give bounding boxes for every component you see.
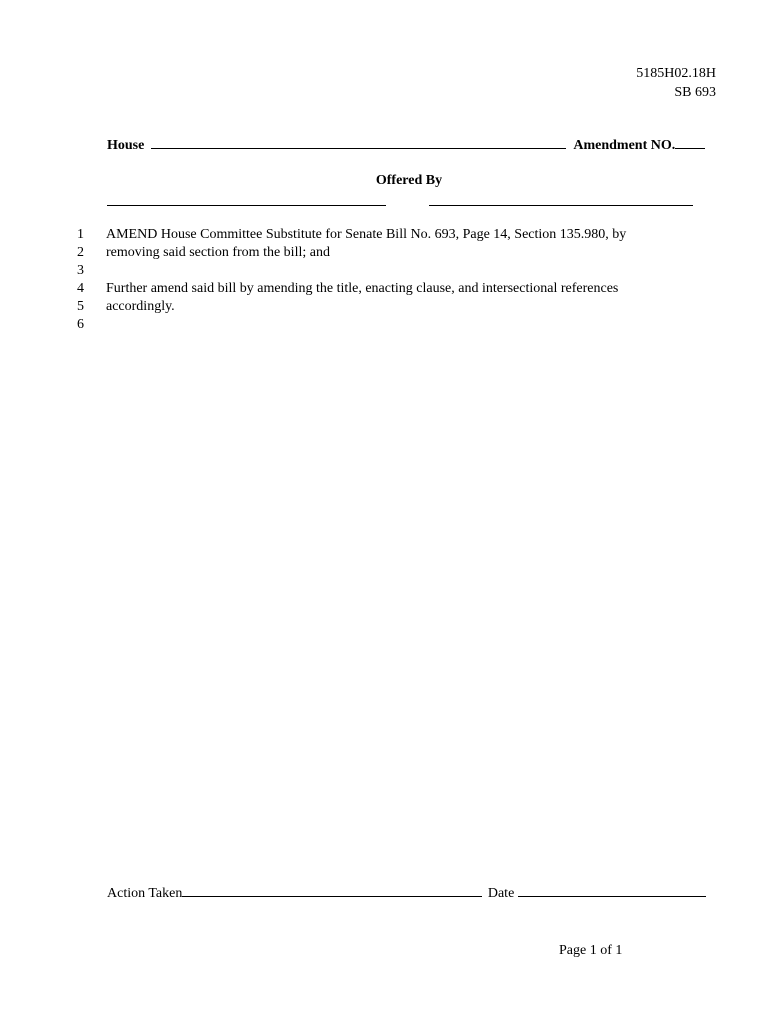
amendment-number-blank [675,136,705,149]
doc-code: 5185H02.18H [636,66,716,81]
line-text: accordingly. [106,299,175,314]
amendment-text [68,226,626,334]
sponsor-signature-line-right [429,205,693,206]
house-label: House [107,138,145,153]
offered-by-heading: Offered By [375,173,443,188]
house-amendment-line [107,136,711,154]
text-line [68,262,626,280]
line-number: 5 [77,299,84,314]
line-text [106,262,626,280]
action-taken-label: Action Taken [107,886,183,901]
line-number: 3 [77,263,84,278]
action-taken-blank [182,884,482,897]
amendment-label: Amendment NO. [573,138,676,153]
line-number: 2 [77,245,84,260]
sponsor-signature-line-left [107,205,386,206]
text-line [68,316,626,334]
line-number: 1 [77,227,84,242]
date-blank [518,884,706,897]
document-reference [636,64,716,102]
line-text: Further amend said bill by amending the title, enacting clause, and intersectional references [106,281,619,296]
page-number: Page 1 of 1 [559,943,623,958]
text-line [68,226,626,244]
text-line [68,244,626,262]
line-text: removing said section from the bill; and [106,245,330,260]
line-text: AMEND House Committee Substitute for Senate Bill No. 693, Page 14, Section 135.980, by [106,227,627,242]
action-taken-row [107,884,706,902]
line-number: 6 [77,317,84,332]
text-line [68,298,626,316]
date-label: Date [487,886,515,901]
bill-number: SB 693 [674,85,716,100]
line-number: 4 [77,281,84,296]
line-text [106,316,626,334]
text-line [68,280,626,298]
house-blank [151,136,566,149]
